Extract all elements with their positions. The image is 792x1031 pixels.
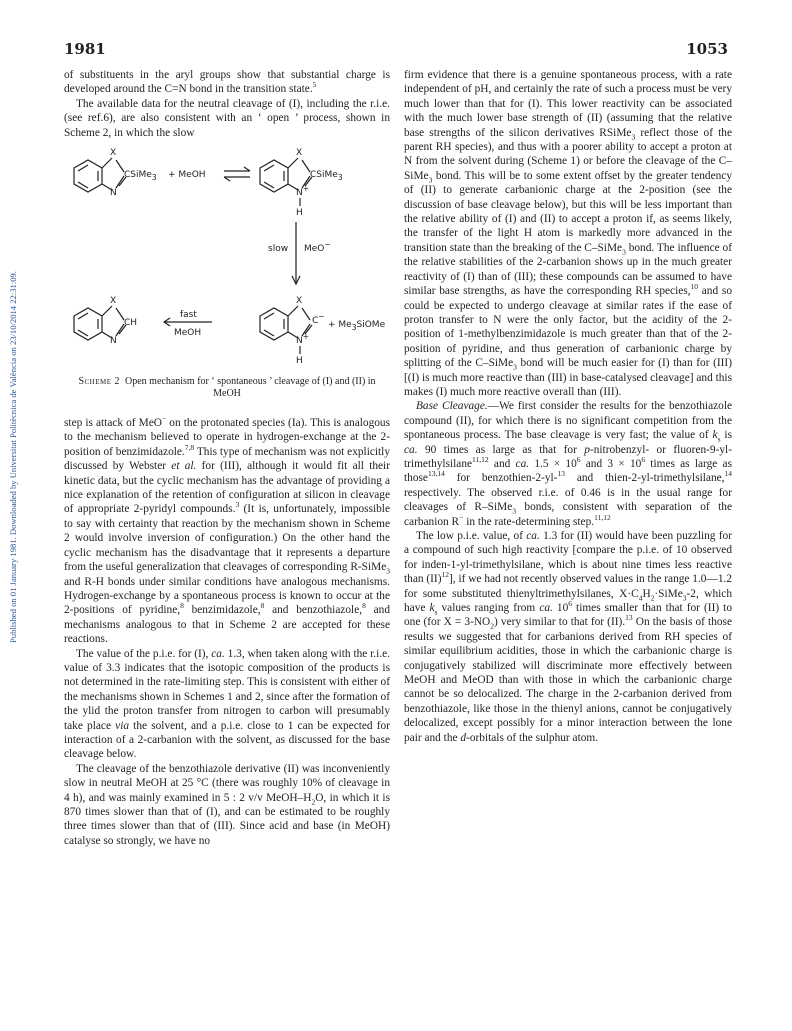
- atom-label: N+: [296, 332, 310, 347]
- right-paragraph-2: Base Cleavage.—We first consider the results for the benzothiazole compound (II), for which there is no significant competition from the spontaneous process. The base cleavage is very fast; the value of $k_s$ is ca. 90 times as large as that for p-nitrobenzyl- or fluoren-9-yl-trimethylsilane$^{11,12}$ and ca. $1.5 \times 10^6$ and $3 \times 10^6$ times as large as those$^{13,14}$ for benzothien-2-yl-$^{13}$ and thien-2-yl-trimethylsilane,$^{14}$ respectively. The observed r.i.e. of 0.46 is in the usual range for cleavages of R–SiMe$_3$ bonds, consistent with separation of the carbanion R− in the rate-determining step.$^{11,12}$: [404, 400, 733, 528]
- atom-label: CSiMe$_3$: [310, 170, 343, 182]
- right-paragraph-3: The low p.i.e. value, of ca. 1.3 for (II) would have been puzzling for a compound of such high reactivity [compare the p.i.e. of 10 observed for inden-1-yl-trimethylsilane, which is about nine times less reactive than (II)$^{12}$], if we had not recently observed values in the range 1.0—1.2 for some substituted thienyltrimethylsilanes, $X\cdot C_4H_2\cdot SiMe_3-2$, which have $k_s$ values ranging from ca. $10^6$ times smaller than that for (II) to one (for $X = 3-NO_2$) very similar to that for (II).$^{13}$ On the basis of those results we suggested that for carbanions derived from RH species of similar equilibrium acidities, those in which the carbanionic charge is conjugatively stabilized will discriminate more effectively between MeOH and MeOD than with those in which the carbanionic charge cannot be so delocalized. The charge in the 2-carbanion derived from benzothiazole, like those in the thienyl anions, cannot be conjugatively delocalized, except possibly for a minor interaction between the lone pair and the d-orbitals of the sulphur atom.: [404, 530, 733, 744]
- atom-label: X: [110, 148, 117, 159]
- atom-label: N+: [296, 184, 310, 199]
- step-label: slow: [268, 244, 289, 255]
- atom-label: H: [296, 208, 303, 219]
- right-column: [404, 68, 732, 745]
- page-number: 1053: [686, 40, 728, 58]
- atom-label: X: [296, 296, 303, 307]
- atom-label: N: [110, 336, 117, 347]
- download-note: [6, 200, 20, 720]
- reagent-label: MeOH: [174, 328, 202, 339]
- atom-label: X: [110, 296, 117, 307]
- atom-label: CSiMe$_3$: [124, 170, 157, 182]
- right-paragraph-1: firm evidence that there is a genuine spontaneous process, with a rate independent of pH, and certainly the rate of such a process must be very much lower than that for (I). This lower reactivity can be associated with the much lower base strength of (II) (assuming that the relative base strengths of the silicon derivatives RSiMe$_3$ reflect those of the parent RH species), and thus with a poorer ability to accept a proton at N from the solvent during (Scheme 1) or before the cleavage of the C–SiMe$_3$ bond. This will be to some extent offset by the greater tendency of (II) to generate carbanionic charge at the 2-position (see the discussion of base cleavage below), but this will be less important than the relative ability of (I) and (II) to accept a proton if, as seems likely, the transfer of the light H atom is markedly more advanced in the transition state than the breaking of the C–SiMe$_3$ bond. The influence of the relative stabilities of the 2-carbanion shows up in the much greater reactivity of (I) than of (III); these compounds can be assumed to have similar base strengths, as have the corresponding RH species,$^{10}$ and so could be expected to undergo cleavage at similar rates if the ease of proton transfer to N were the only factor, but the acidity of the 2-position of 1-methylbenzimidazole is much greater than that of the 2-position of pyridine, and thus generation of carbanionic charge by splitting of the C–SiMe$_3$ bond will be much easier for (I) than for (III) [(I) is much more reactive than (III) in base-catalysed cleavage] and this makes (I) much more reactive overall than (III).: [404, 69, 732, 398]
- product-label: + $Me_3SiOMe$: [328, 320, 386, 332]
- reagent-label: MeO−: [304, 240, 331, 255]
- left-paragraph-5: The cleavage of the benzothiazole derivative (II) was inconveniently slow in neutral MeOH at 25 °C (there was roughly 10% of cleavage in 4 h), and was mainly examined in 5 : 2 v/v MeOH–$H_2O$, in which it is 870 times slower than that of (I), and can be estimated to be roughly three times slower than that of (III). Since acid and base (in MeOH) catalyse so strongly, we have no: [64, 762, 390, 847]
- left-paragraph-2: The available data for the neutral cleavage of (I), including the r.i.e. (see ref.6), are also consistent with an ‘ open ’ process, shown in Scheme 2, in which the slow: [64, 97, 390, 139]
- scheme-caption: Scheme 2 Open mechanism for ‘ spontaneous ’ cleavage of (I) and (II) in MeOH: [78, 376, 376, 400]
- scheme-2-drawing: [64, 144, 390, 414]
- atom-label: C−: [312, 312, 325, 327]
- atom-label: X: [296, 148, 303, 159]
- step-label: fast: [180, 310, 197, 321]
- left-paragraph-3: step is attack of MeO− on the protonated species (Ia). This is analogous to the mechanism believed to operate in hydrogen-exchange at the 2-position of benzimidazole.$^{7,8}$ This type of mechanism was not explicitly discussed by Webster et al. for (III), although it would fit all their kinetic data, but the cyclic mechanism has the advantage of providing a nice explanation of the retention of configuration at silicon in cleavage of appropriate 2-pyridyl compounds.$^3$ (It is, unfortunately, impossible to say with certainty that reaction by the mechanism shown in Scheme 2 would involve inversion of configuration.) On the other hand the cyclic mechanism has the disadvantage that it represents a departure from the useful generalization that cleavages of corresponding R-SiMe$_3$ and R-H bonds under similar conditions have analogous mechanisms. Hydrogen-exchange by a spontaneous process is known to occur at the 2-positions of pyridine,$^8$ benzimidazole,$^8$ and benzothiazole,$^8$ and mechanisms analogous to that in Scheme 2 are accepted for these reactions.: [64, 414, 391, 646]
- left-paragraph-1: of substituents in the aryl groups show that substantial charge is developed around the C=N bond in the transition state.$^5$: [64, 69, 390, 96]
- atom-label: CH: [124, 318, 138, 329]
- atom-label: H: [296, 356, 303, 367]
- page-year: 1981: [64, 40, 106, 58]
- left-paragraph-4: The value of the p.i.e. for (I), ca. 1.3, when taken along with the r.i.e. value of 3.3 indicates that the isotopic composition of the products is not determined in the rate-limiting step. This is consistent with either of the mechanisms shown in Schemes 1 and 2, since after the formation of the ylid the proton transfer from nitrogen to carbon will presumably take place via the solvent, and a p.i.e. close to 1 can be expected for interaction of a 2-carbanion with the solvent, as discussed for the base cleavage below.: [64, 647, 390, 761]
- download-note-link[interactable]: Published on 01 January 1981. Downloaded by Universitat Politècnica de València on 23/10/2014 22:31:09.: [8, 271, 18, 643]
- left-column: [64, 68, 390, 848]
- reagent-label: + MeOH: [168, 170, 206, 181]
- atom-label: N: [110, 188, 117, 199]
- scheme-2-figure: [64, 144, 390, 414]
